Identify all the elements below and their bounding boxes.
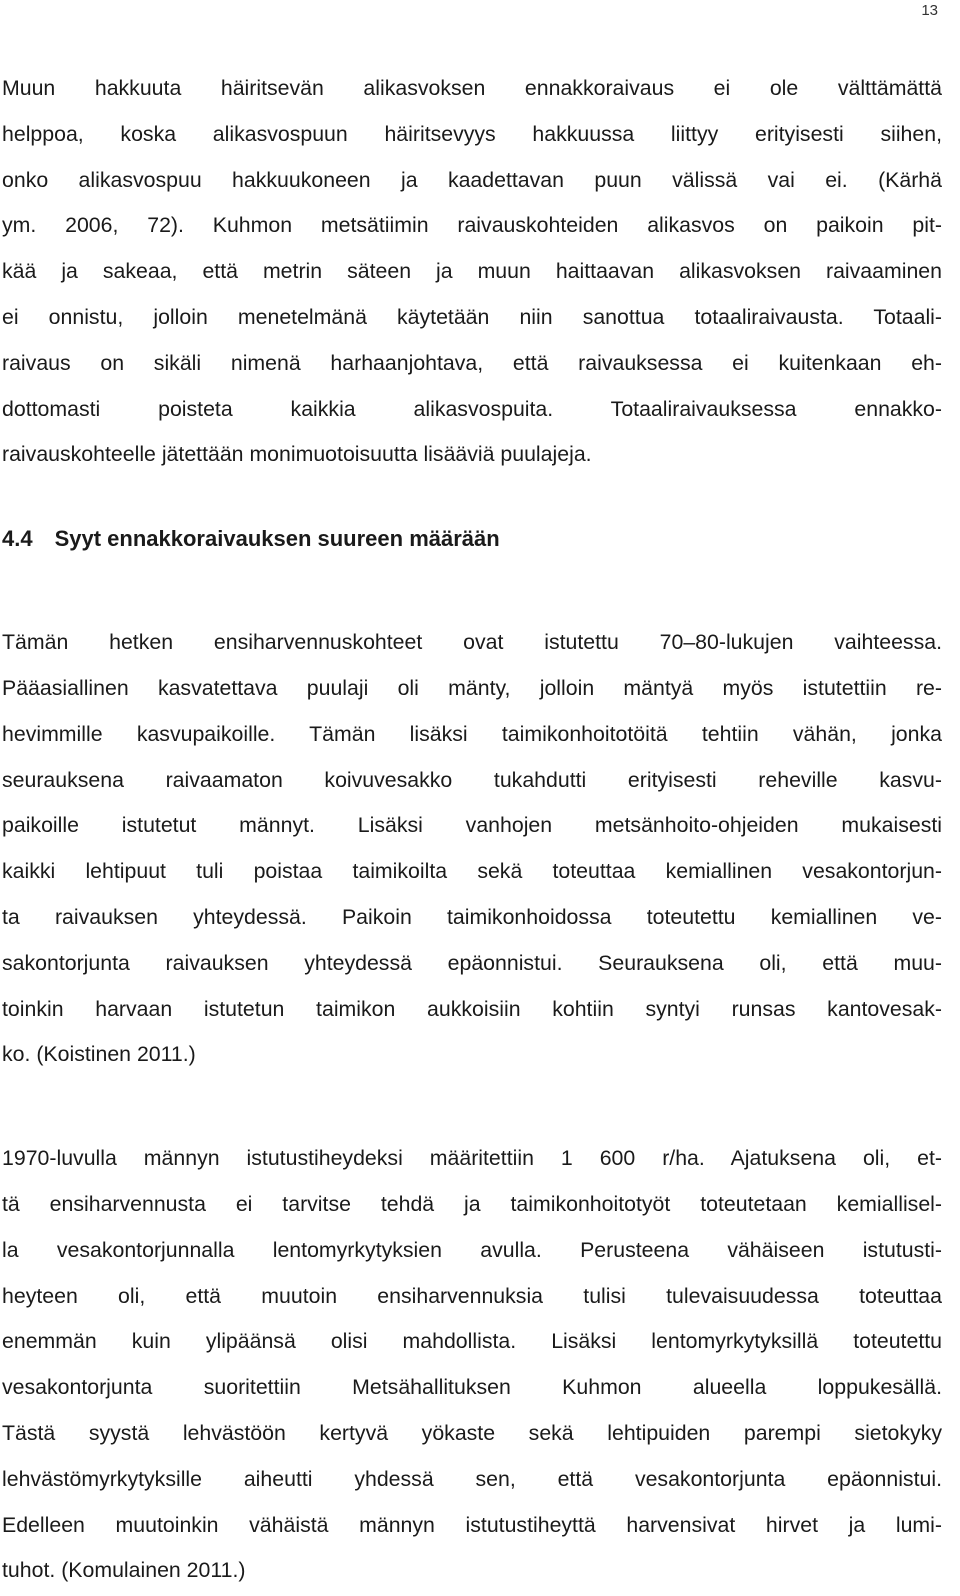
text-line: toinkin harvaan istutetun taimikon aukkoisiin kohtiin syntyi runsas kantovesak- [2, 996, 942, 1021]
text-line: seurauksena raivaamaton koivuvesakko tukahdutti erityisesti reheville kasvu- [2, 767, 942, 792]
paragraph-3 [2, 1136, 942, 1594]
text-line: tä ensiharvennusta ei tarvitse tehdä ja taimikonhoitotyöt toteutetaan kemiallisel- [2, 1191, 942, 1216]
text-line: Tämän hetken ensiharvennuskohteet ovat istutettu 70–80-lukujen vaihteessa. [2, 630, 942, 655]
text-line: kaikki lehtipuut tuli poistaa taimikoilta sekä toteuttaa kemiallinen vesakontorjun- [2, 859, 942, 884]
text-line: onko alikasvospuu hakkuukoneen ja kaadettavan puun välissä vai ei. (Kärhä [2, 167, 942, 192]
section-number: 4.4 [2, 526, 33, 552]
paragraph-1 [2, 66, 942, 478]
text-line: ym. 2006, 72). Kuhmon metsätiimin raivauskohteiden alikasvos on paikoin pit- [2, 213, 942, 238]
text-line: lehvästömyrkytyksille aiheutti yhdessä sen, että vesakontorjunta epäonnistui. [2, 1466, 942, 1491]
text-line: dottomasti poisteta kaikkia alikasvospuita. Totaaliraivauksessa ennakko- [2, 396, 942, 421]
page-number: 13 [921, 2, 938, 19]
text-line: kää ja sakeaa, että metrin säteen ja muun haittaavan alikasvoksen raivaaminen [2, 259, 942, 284]
text-line: Edelleen muutoinkin vähäistä männyn istutustiheyttä harvensivat hirvet ja lumi- [2, 1512, 942, 1537]
text-line: vesakontorjunta suoritettiin Metsähallituksen Kuhmon alueella loppukesällä. [2, 1375, 942, 1400]
document-body [2, 66, 942, 1594]
text-line: raivaus on sikäli nimenä harhaanjohtava, että raivauksessa ei kuitenkaan eh- [2, 350, 942, 375]
text-line: raivauskohteelle jätettään monimuotoisuutta lisääviä puulajeja. [2, 442, 592, 467]
text-line: Pääasiallinen kasvatettava puulaji oli mänty, jolloin mäntyä myös istutettiin re- [2, 675, 942, 700]
text-line: paikoille istutetut männyt. Lisäksi vanhojen metsänhoito-ohjeiden mukaisesti [2, 813, 942, 838]
text-line: 1970-luvulla männyn istutustiheydeksi määritettiin 1 600 r/ha. Ajatuksena oli, et- [2, 1146, 942, 1171]
section-title: Syyt ennakkoraivauksen suureen määrään [54, 526, 500, 552]
text-line: enemmän kuin ylipäänsä olisi mahdollista. Lisäksi lentomyrkytyksillä toteutettu [2, 1329, 942, 1354]
paragraph-2 [2, 620, 942, 1078]
text-line: ta raivauksen yhteydessä. Paikoin taimikonhoidossa toteutettu kemiallinen ve- [2, 904, 942, 929]
text-line: Tästä syystä lehvästöön kertyvä yökaste sekä lehtipuiden parempi sietokyky [2, 1420, 942, 1445]
text-line: helppoa, koska alikasvospuun häiritsevyys hakkuussa liittyy erityisesti siihen, [2, 121, 942, 146]
text-line: sakontorjunta raivauksen yhteydessä epäonnistui. Seurauksena oli, että muu- [2, 950, 942, 975]
text-line: hevimmille kasvupaikoille. Tämän lisäksi taimikonhoitotöitä tehtiin vähän, jonka [2, 721, 942, 746]
text-line: Muun hakkuuta häiritsevän alikasvoksen ennakkoraivaus ei ole välttämättä [2, 76, 942, 100]
text-line: ko. (Koistinen 2011.) [2, 1042, 196, 1067]
text-line: ei onnistu, jolloin menetelmänä käytetään niin sanottua totaaliraivausta. Totaali- [2, 304, 942, 329]
section-heading [2, 516, 942, 562]
text-line: tuhot. (Komulainen 2011.) [2, 1558, 246, 1583]
text-line: heyteen oli, että muutoin ensiharvennuksia tulisi tulevaisuudessa toteuttaa [2, 1283, 942, 1308]
text-line: la vesakontorjunnalla lentomyrkytyksien avulla. Perusteena vähäiseen istutusti- [2, 1237, 942, 1262]
